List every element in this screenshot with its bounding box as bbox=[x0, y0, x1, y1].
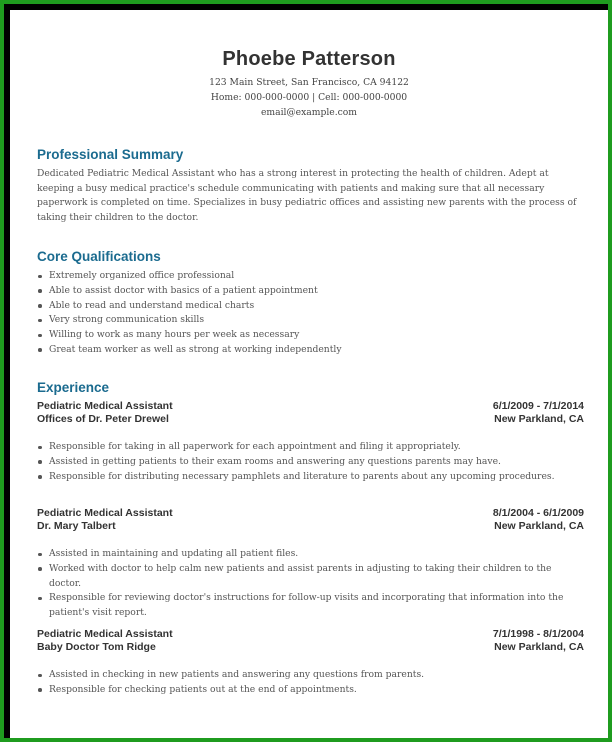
list-item: Responsible for distributing necessary pamphlets and literature to parents about any upcoming procedures. bbox=[37, 470, 584, 485]
candidate-name: Phoebe Patterson bbox=[222, 48, 396, 70]
job-entry bbox=[37, 507, 584, 621]
job-duties bbox=[37, 547, 584, 621]
experience-section bbox=[37, 380, 584, 400]
qualifications-list bbox=[37, 269, 584, 358]
phone-numbers: Home: 000-000-0000 | Cell: 000-000-0000 bbox=[210, 92, 408, 103]
experience-title: Experience bbox=[37, 380, 110, 395]
list-item: Extremely organized office professional bbox=[37, 269, 584, 284]
job-role: Pediatric Medical Assistant bbox=[37, 400, 173, 412]
job-location: New Parkland, CA bbox=[494, 641, 584, 653]
job-location: New Parkland, CA bbox=[494, 520, 584, 532]
job-entry bbox=[37, 400, 584, 484]
job-dates: 7/1/1998 - 8/1/2004 bbox=[492, 628, 584, 640]
job-location: New Parkland, CA bbox=[494, 413, 584, 425]
address: 123 Main Street, San Francisco, CA 94122 bbox=[209, 77, 409, 88]
list-item: Very strong communication skills bbox=[37, 313, 584, 328]
list-item: Responsible for checking patients out at the end of appointments. bbox=[37, 683, 584, 698]
job-role: Pediatric Medical Assistant bbox=[37, 628, 173, 640]
job-role: Pediatric Medical Assistant bbox=[37, 507, 173, 519]
contact-block bbox=[10, 75, 608, 120]
job-duties bbox=[37, 668, 584, 698]
list-item: Great team worker as well as strong at working independently bbox=[37, 343, 584, 358]
list-item: Assisted in maintaining and updating all patient files. bbox=[37, 547, 584, 562]
job-duties bbox=[37, 440, 584, 484]
resume-header bbox=[10, 48, 608, 120]
job-employer: Dr. Mary Talbert bbox=[37, 520, 116, 532]
list-item: Able to assist doctor with basics of a patient appointment bbox=[37, 284, 584, 299]
list-item: Assisted in checking in new patients and answering any questions from parents. bbox=[37, 668, 584, 683]
resume-page bbox=[10, 10, 608, 738]
qualifications-title: Core Qualifications bbox=[37, 249, 161, 264]
job-employer: Offices of Dr. Peter Drewel bbox=[37, 413, 169, 425]
job-employer: Baby Doctor Tom Ridge bbox=[37, 641, 156, 653]
qualifications-section bbox=[37, 249, 584, 358]
email: email@example.com bbox=[260, 107, 358, 118]
page-frame bbox=[4, 4, 608, 738]
summary-text: Dedicated Pediatric Medical Assistant who has a strong interest in protecting the health of children. Adept at keeping a busy medical practice's schedule communicating with patients and making sure that all necessary paperwork is completed on time. Specializes in busy pediatric offices and assisting new parents with the process of taking their children to the doctor. bbox=[37, 168, 577, 223]
list-item: Worked with doctor to help calm new patients and assist parents in adjusting to taking their children to the doctor. bbox=[37, 562, 584, 592]
summary-title: Professional Summary bbox=[37, 147, 184, 162]
list-item: Able to read and understand medical charts bbox=[37, 299, 584, 314]
list-item: Responsible for taking in all paperwork for each appointment and filing it appropriately. bbox=[37, 440, 584, 455]
list-item: Willing to work as many hours per week as necessary bbox=[37, 328, 584, 343]
list-item: Assisted in getting patients to their exam rooms and answering any questions parents may have. bbox=[37, 455, 584, 470]
list-item: Responsible for reviewing doctor's instructions for follow-up visits and incorporating that information into the patient's visit report. bbox=[37, 591, 584, 621]
job-dates: 6/1/2009 - 7/1/2014 bbox=[492, 400, 584, 412]
job-entry bbox=[37, 628, 584, 698]
summary-section bbox=[37, 147, 584, 225]
job-dates: 8/1/2004 - 6/1/2009 bbox=[492, 507, 584, 519]
